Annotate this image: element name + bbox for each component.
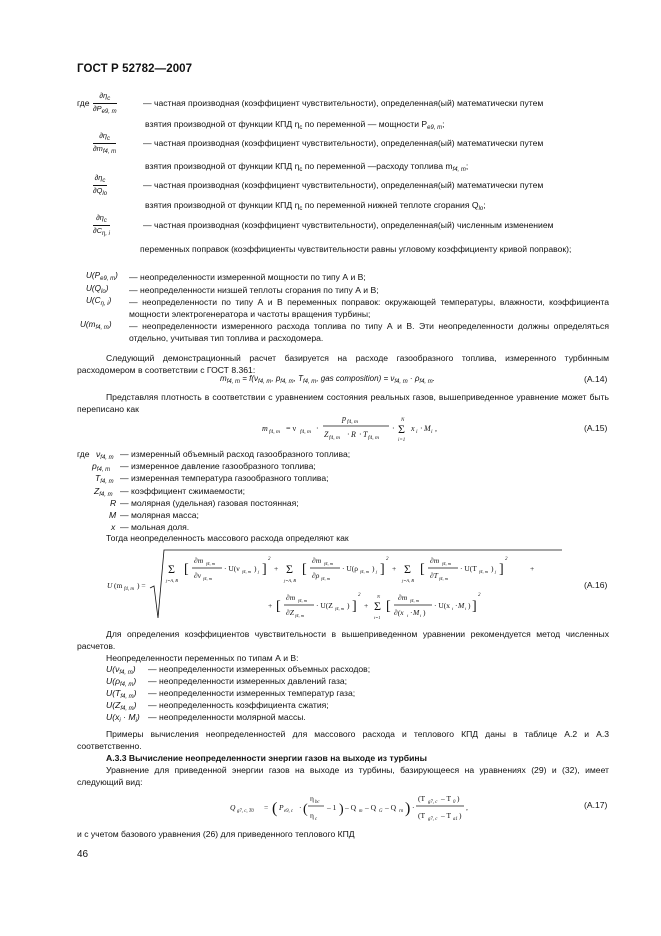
svg-text:f4, m: f4, m [203,576,212,581]
svg-text:i: i [416,429,418,435]
svg-text:]: ] [380,562,385,577]
svg-text:f4, m: f4, m [335,606,344,611]
svg-text:Σ: Σ [398,422,405,436]
partial-derivative: $\frac{\partial\eta_c}{\partial m_{f4, m}}$ [93,131,117,156]
svg-text:i: i [452,606,454,611]
def-prefix: где [77,98,90,108]
svg-text:∂(x: ∂(x [394,608,404,617]
variable-symbol: M [109,510,117,520]
svg-text:·: · [359,430,362,439]
svg-text:= ν: = ν [286,424,297,433]
def-continuation: взятия производной от функции КПД $\eta_c$ по переменной нижней теплоте сгорания $Q_{lo}$; [145,200,486,212]
svg-text:∂ρ: ∂ρ [312,571,320,580]
uncertainty-text: — неопределенности низшей теплоты сгорания по типу А и В; [129,285,379,295]
svg-text:+: + [392,564,397,573]
paragraph-base-equation: и с учетом базового уравнения (26) для приведенного теплового КПД [77,829,355,839]
svg-text:j=A, B: j=A, B [166,578,179,583]
uncertainty-symbol: $U(m_{f4, m})$ [80,320,112,331]
svg-text:e9, c: e9, c [284,809,294,814]
svg-text:∂m: ∂m [398,593,408,602]
svg-text:]: ] [472,599,477,614]
variable-symbol: $Z_{f4, m}$ [94,486,113,498]
svg-text:– T: – T [441,794,452,803]
svg-text:i: i [431,429,433,435]
svg-text:·: · [412,803,415,812]
svg-text:p: p [342,414,346,423]
svg-text:[: [ [386,599,391,614]
svg-text:∂m: ∂m [286,593,296,602]
svg-text:∂ν: ∂ν [194,571,202,580]
def-text: — частная производная (коэффициент чувствительности), определенная(ый) численным изменением [143,220,554,230]
equation-a15 [258,411,458,447]
variable-symbol: R [110,498,117,508]
uncertainty-symbol: $U(\nu_{f4, m})$ [106,664,136,676]
svg-text:): ) [254,564,257,573]
uncertainty-text: — неопределенности измеренных давлений газа; [148,676,348,686]
variable-symbol: $p_{f4, m}$ [92,461,111,473]
svg-text:+: + [268,601,273,610]
partial-derivative: $\frac{\partial\eta_c}{\partial C_{\eta, i}}$ [93,213,110,238]
partial-derivative: $\partial\eta_c$ $\partial Q_{lo}$ [93,173,108,198]
equation-number-a16: (A.16) [584,580,608,590]
page-number: 46 [77,849,89,860]
variable-text: — измеренная температура газообразного топлива; [120,473,329,483]
svg-text:) =: ) = [137,581,146,590]
svg-text:Z: Z [324,430,329,439]
uncertainty-symbol: $U(Q_{lo})$ [86,284,109,295]
partial-derivative: $\frac{\partial\eta_c}{\partial P_{e9, m}}$ [93,91,117,116]
svg-text:· U(ν: · U(ν [224,564,240,573]
svg-text:(: ( [272,800,278,817]
svg-text:f4, m: f4, m [269,429,280,435]
svg-text:]: ] [499,562,504,577]
svg-text:Σ: Σ [374,599,381,613]
svg-text:f4, m: f4, m [347,419,358,425]
svg-text:): ) [405,800,411,817]
svg-text:f4, m: f4, m [206,561,215,566]
svg-text:· U(x: · U(x [434,601,451,610]
uncertainty-text: — неопределенности измеренных объемных расходов; [148,664,371,674]
def-continuation: взятия производной от функции КПД $\eta_c$ по переменной — мощности $P_{e9, m}$; [145,119,445,131]
paragraph-sensitivity: Для определения коэффициентов чувствительности в вышеприведенном уравнении рекомендуется метод численных расчетов. [77,629,609,651]
svg-text:g7, c: g7, c [428,800,438,805]
svg-text:·: · [410,608,413,617]
svg-text:·: · [316,424,319,433]
vars-prefix: где [77,449,90,459]
svg-text:η: η [310,794,314,803]
variable-symbol: $\nu_{f4, m}$ [96,449,114,461]
svg-text:Q: Q [230,803,236,812]
svg-text:2: 2 [358,593,361,598]
svg-text:f4, m: f4, m [242,569,251,574]
svg-text:f4, m: f4, m [321,576,330,581]
uncertainty-text: — неопределенности молярной массы. [148,712,306,722]
variable-text: — коэффициент сжимаемости; [120,486,246,496]
svg-text:2: 2 [478,593,481,598]
svg-text:i: i [407,613,409,618]
svg-text:f4, m: f4, m [295,613,304,618]
svg-text:=: = [264,803,269,812]
svg-text:·: · [347,430,350,439]
equation-a14: $m_{f4, m} = f(\nu_{f4, m}$, $p_{f4, m}$, $T_{f4, m}$, gas composition) = $\nu_{f4, m} \cdot \rho_{f4, m}$. [220,374,435,385]
paragraph-density: Представляя плотность в соответствии с уравнением состояния реальных газов, вышеприведенное уравнение может быть переписано как [77,392,609,414]
svg-text:x: x [411,424,415,433]
svg-text:c: c [315,817,318,822]
svg-text:Σ: Σ [168,562,175,576]
uncertainty-symbol: $U(C_{\eta, i})$ [86,296,112,307]
svg-text:f4, m: f4, m [442,561,451,566]
svg-text:i: i [420,613,422,618]
svg-text:(m: (m [114,581,123,590]
svg-text:(T: (T [418,794,426,803]
svg-text:f4, m: f4, m [410,598,419,603]
svg-text:U: U [107,581,113,590]
paragraph-uncertainties-types: Неопределенности переменных по типам А и В: [106,653,299,663]
svg-text:g7, c, T0: g7, c, T0 [237,809,254,814]
svg-text:·: · [299,803,302,812]
svg-text:f4, m: f4, m [439,576,448,581]
document-header: ГОСТ Р 52782—2007 [77,63,193,75]
svg-text:bc: bc [315,800,320,805]
svg-text:): ) [347,601,350,610]
uncertainty-symbol: $U(P_{e9, m})$ [86,271,118,282]
svg-text:j: j [258,569,260,574]
svg-text:): ) [457,794,460,803]
svg-text:(: ( [303,802,308,817]
svg-text:M: M [413,608,420,617]
svg-text:·: · [420,424,423,433]
svg-text:(T: (T [418,811,426,820]
svg-text:0: 0 [453,800,456,805]
svg-text:M: M [458,601,465,610]
svg-text:– Q: – Q [365,803,377,812]
svg-text:f4, m: f4, m [360,569,369,574]
svg-text:f4, m: f4, m [298,598,307,603]
variable-symbol: $T_{f4, m}$ [95,473,114,485]
svg-text:i=1: i=1 [374,615,381,620]
def-text: — частная производная (коэффициент чувствительности), определенная(ый) математически путем [143,180,544,190]
svg-text:f4, m: f4, m [329,435,340,441]
uncertainty-text: — неопределенности измеренных температур газа; [148,688,356,698]
svg-text:g7, c: g7, c [428,817,438,822]
uncertainty-text: — неопределенности по типу А и В переменных поправок: окружающей температуры, влажности, коэффициента мощности электрогенератора и частоты вращения турбины; [129,297,609,319]
svg-text:+: + [364,601,369,610]
svg-text:· U(T: · U(T [460,564,477,573]
variable-text: — молярная масса; [120,510,199,520]
svg-text:– Q: – Q [385,803,397,812]
svg-text:– T: – T [441,811,452,820]
paragraph-mass-flow: Тогда неопределенность массового расхода определяют как [106,533,349,543]
uncertainty-symbol: $U(x_i \cdot M_i)$ [106,712,140,724]
svg-text:R: R [351,430,356,439]
svg-text:G: G [379,809,383,814]
svg-text:rn: rn [399,809,404,814]
def-continuation: взятия производной от функции КПД $\eta_c$ по переменной —расходу топлива $m_{f4, m}$; [145,161,469,173]
svg-text:m: m [359,809,363,814]
svg-text:N: N [377,594,381,599]
paragraph-energy-eq: Уравнение для приведенной энергии газов на выходе из турбины, базирующееся на уравнениях (29) и (32), имеет следующий вид: [77,765,609,787]
svg-text:j=A, B: j=A, B [402,578,415,583]
def-text: — частная производная (коэффициент чувствительности), определенная(ый) математически путем [143,98,544,108]
paragraph-examples: Примеры вычисления неопределенностей для массового расхода и теплового КПД даны в таблице А.2 и А.3 соответственно. [77,729,609,751]
svg-text:∂Z: ∂Z [286,608,294,617]
svg-text:2: 2 [505,557,508,562]
svg-text:· U(Z: · U(Z [316,601,333,610]
svg-text:j: j [495,569,497,574]
svg-text:– Q: – Q [345,803,357,812]
svg-text:+: + [530,564,535,573]
svg-text:·: · [392,424,395,433]
svg-text:Σ: Σ [286,562,293,576]
svg-text:): ) [491,564,494,573]
svg-text:): ) [339,802,344,817]
variable-text: — мольная доля. [120,522,190,532]
svg-text:f4, m: f4, m [368,435,379,441]
svg-text:]: ] [352,599,357,614]
uncertainty-text: — неопределенности измеренного расхода топлива по типу А и В. Эти неопределенности должны определяться отдельно, учитывая тип топлива и расходомера. [129,321,609,343]
svg-text:j: j [376,569,378,574]
def-continuation: переменных поправок (коэффициенты чувствительности равны угловому коэффициенту кривой поправок); [140,244,572,254]
svg-text:η: η [310,811,314,820]
svg-text:): ) [372,564,375,573]
svg-text:·: · [455,601,458,610]
equation-number-a17: (A.17) [584,800,608,810]
svg-text:– 1: – 1 [327,803,337,812]
variable-text: — измеренный объемный расход газообразного топлива; [120,449,351,459]
svg-text:f4, m: f4, m [124,587,134,592]
paragraph-demo-calc: Следующий демонстрационный расчет базируется на расходе газообразного топлива, измеренного турбинным расходомером в соответствии с ГОСТ 8.361: [77,353,609,375]
svg-text:f4, m: f4, m [300,429,311,435]
svg-text:∂T: ∂T [430,571,438,580]
svg-text:m: m [262,424,268,433]
svg-text:· U(ρ: · U(ρ [342,564,359,573]
svg-text:,: , [466,803,468,812]
svg-text:i: i [465,606,467,611]
svg-text:,: , [435,424,437,433]
variable-symbol: x [111,522,116,532]
svg-text:∂m: ∂m [194,556,204,565]
svg-text:): ) [468,601,471,610]
equation-a17 [228,788,488,824]
uncertainty-text: — неопределенность коэффициента сжатия; [148,700,329,710]
svg-text:T: T [363,430,368,439]
svg-text:∂m: ∂m [430,556,440,565]
svg-text:i=1: i=1 [398,438,406,443]
svg-text:∂m: ∂m [312,556,322,565]
variable-text: — измеренное давление газообразного топлива; [120,461,316,471]
svg-text:]: ] [262,562,267,577]
svg-text:N: N [401,418,405,423]
svg-text:[: [ [420,562,425,577]
svg-text:): ) [459,811,462,820]
svg-text:f4, m: f4, m [324,561,333,566]
variable-text: — молярная (удельная) газовая постоянная; [120,498,299,508]
svg-text:): ) [423,608,426,617]
equation-a16 [102,546,572,626]
svg-text:2: 2 [268,557,271,562]
svg-text:a1: a1 [453,817,458,822]
svg-text:[: [ [302,562,307,577]
svg-text:2: 2 [386,557,389,562]
uncertainty-symbol: $U(Z_{f4, m})$ [106,700,137,712]
uncertainty-symbol: $U(\rho_{f4, m})$ [106,676,137,688]
svg-text:Σ: Σ [404,562,411,576]
def-text: — частная производная (коэффициент чувствительности), определенная(ый) математически путем [143,138,544,148]
uncertainty-text: — неопределенности измеренной мощности по типу А и В; [129,272,366,282]
equation-number-a14: (A.14) [584,374,608,384]
section-heading-a33: А.3.3 Вычисление неопределенности энергии газов на выходе из турбины [106,753,427,763]
svg-text:P: P [279,803,284,812]
svg-text:j=A, B: j=A, B [284,578,297,583]
svg-text:+: + [274,564,279,573]
svg-text:[: [ [276,599,281,614]
svg-text:f4, m: f4, m [479,569,488,574]
svg-text:M: M [424,424,431,433]
svg-text:[: [ [184,562,189,577]
uncertainty-symbol: $U(T_{f4, m})$ [106,688,137,700]
equation-number-a15: (A.15) [584,423,608,433]
